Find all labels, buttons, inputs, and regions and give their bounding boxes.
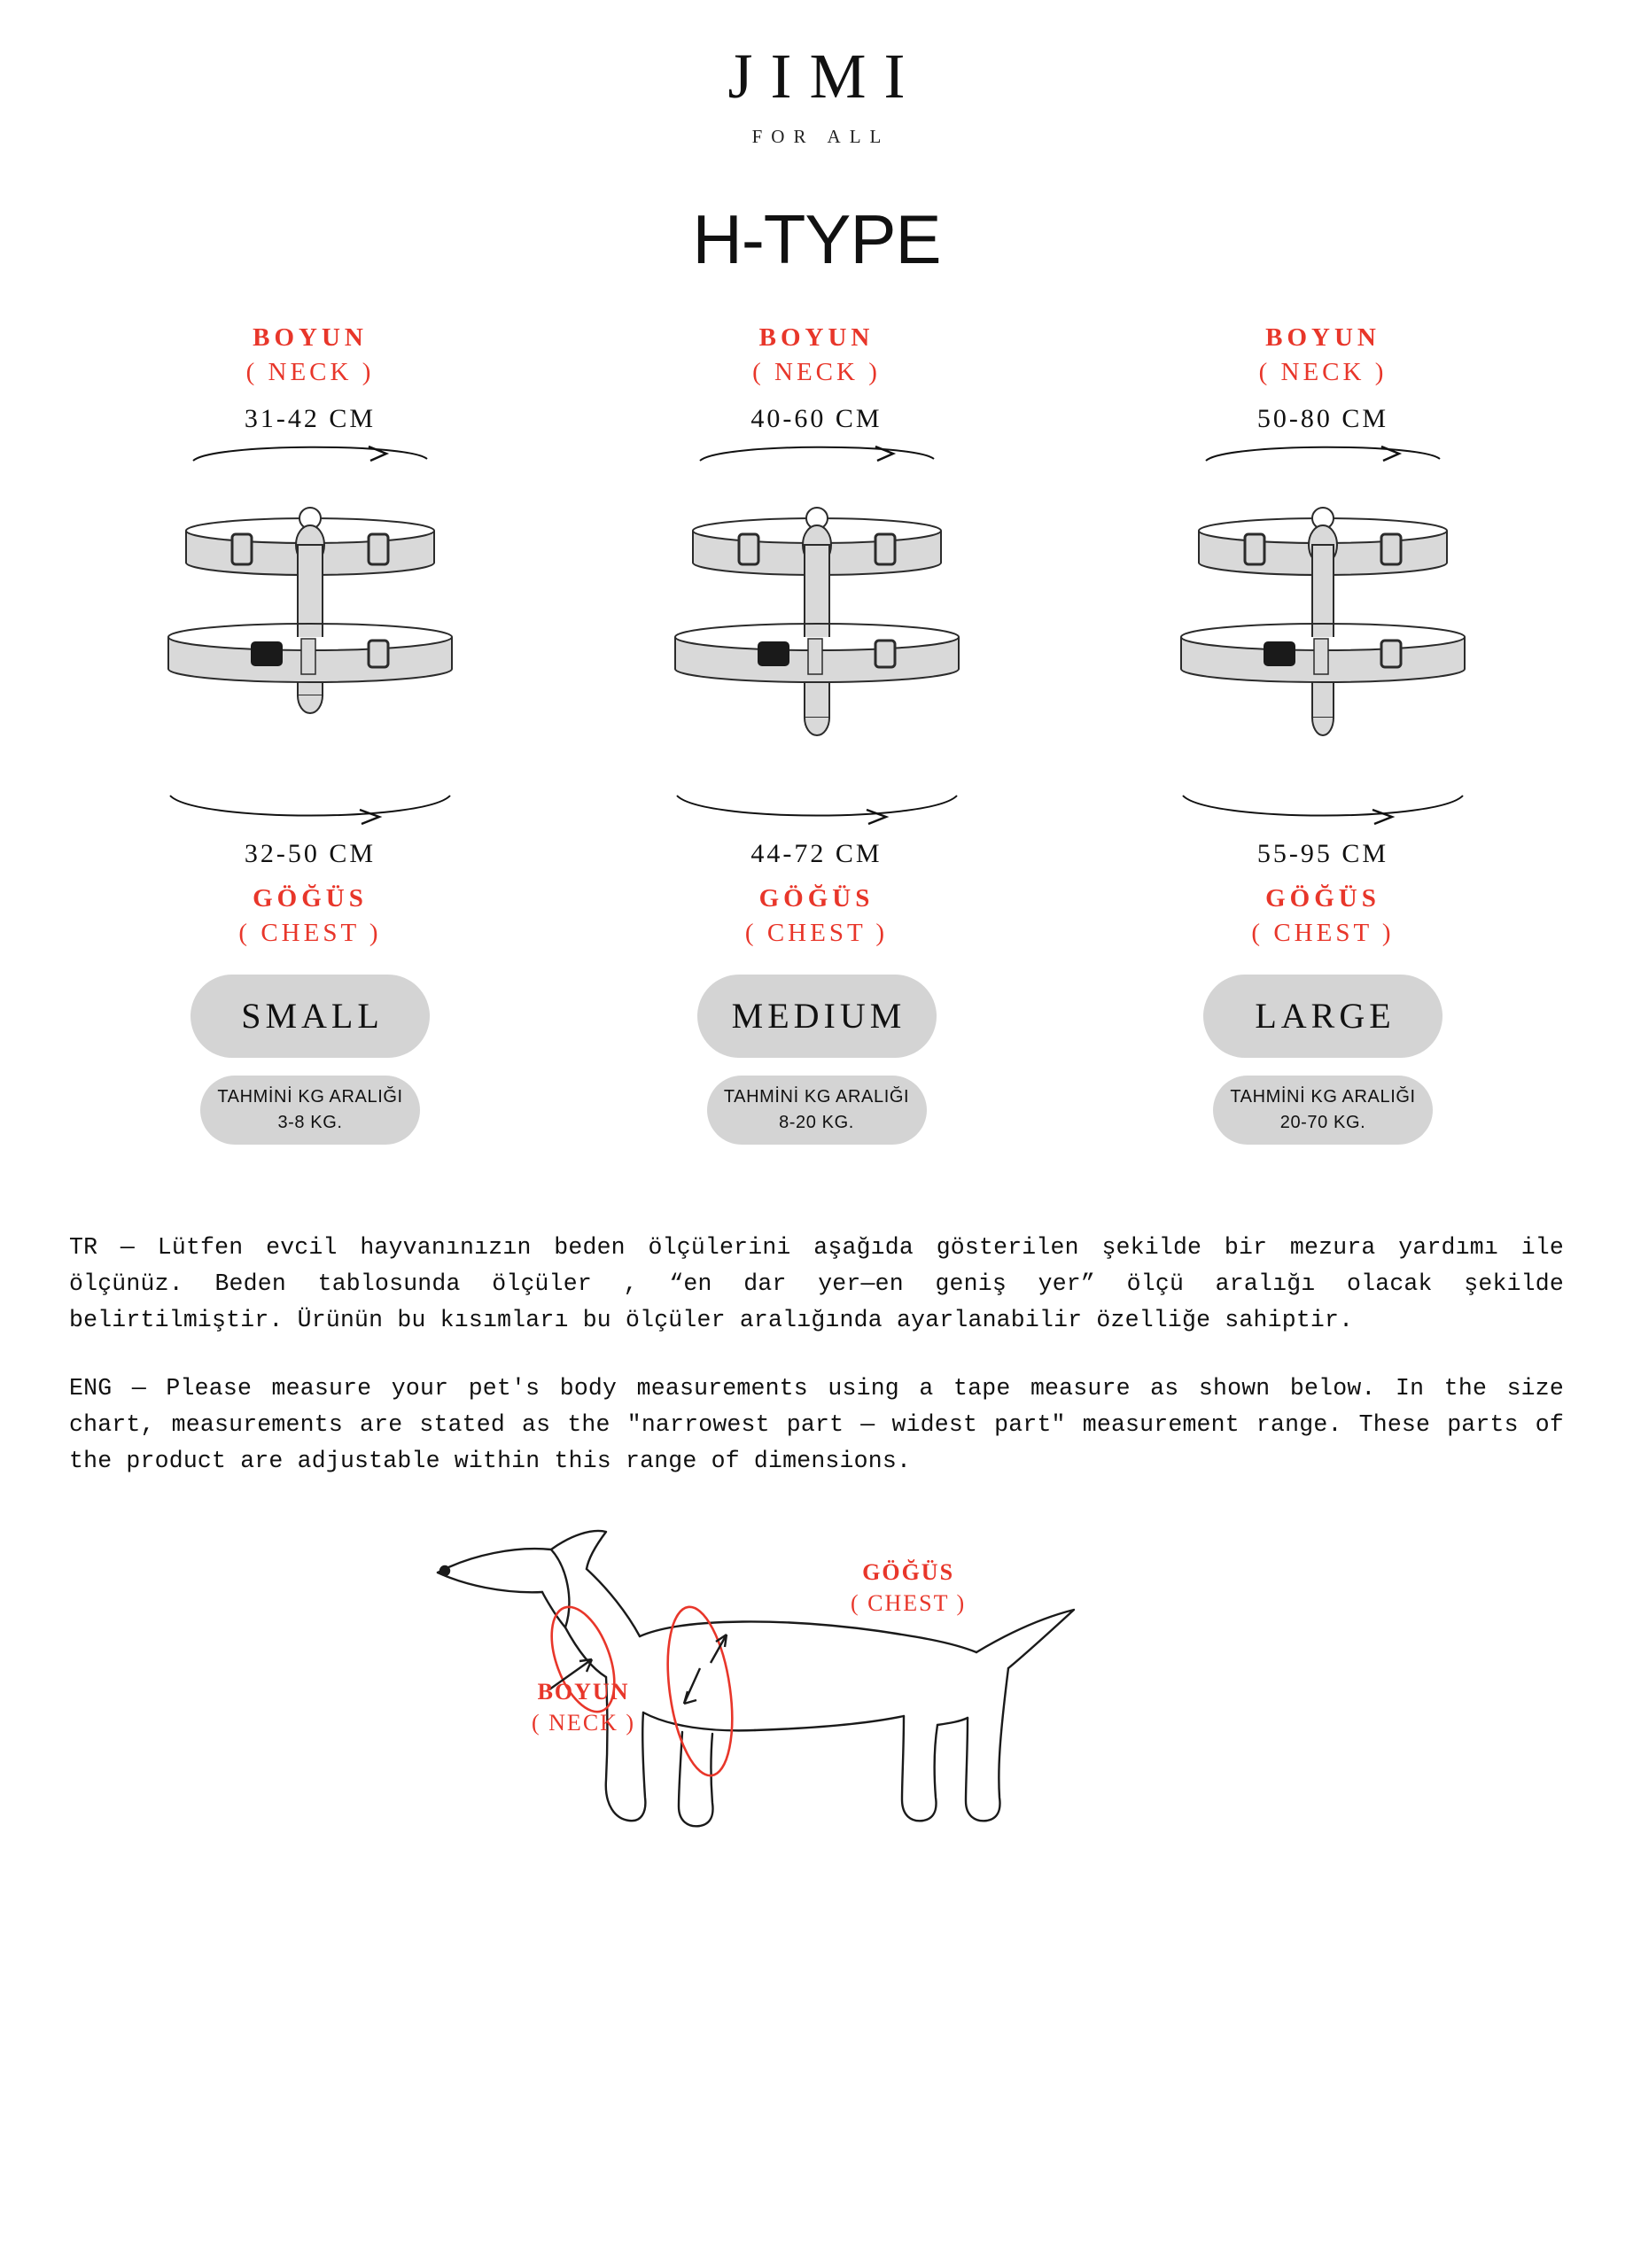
dog-neck-label-sub: ( NECK ) [532, 1710, 636, 1736]
neck-label-large [1259, 321, 1388, 390]
neck-range-small: 31-42 CM [244, 404, 377, 434]
neck-label-small [246, 321, 375, 390]
weight-title: TAHMİNİ KG ARALIĞI [1230, 1086, 1416, 1107]
chest-label-text: GÖĞÜS [1265, 884, 1380, 913]
neck-label-medium [752, 321, 881, 390]
instructions-eng: ENG — Please measure your pet's body measurements using a tape measure as shown below. In the size chart, measurements are stated as the "narrowest part — widest part" measurement range. These parts of the product are adjustable within this range of dimensions. [69, 1375, 1564, 1475]
dog-neck-label-text: BOYUN [537, 1678, 630, 1705]
neck-label-text: BOYUN [253, 323, 368, 352]
neck-range-large: 50-80 CM [1256, 404, 1389, 434]
neck-label-sub: ( NECK ) [1258, 358, 1388, 387]
instructions-tr: TR — Lütfen evcil hayvanınızın beden ölçülerini aşağıda gösterilen şekilde bir mezura yardımı ile ölçünüz. Beden tablosunda ölçüler , “en dar yer—en geniş yer” ölçü aralığı olacak şekilde belirtilmiştir. Ürünün bu kısımları bu ölçüler aralığında ayarlanabilir özelliğe sahiptir. [69, 1234, 1564, 1334]
neck-arrow-icon [177, 439, 443, 483]
weight-range: 3-8 KG. [277, 1112, 343, 1132]
weight-title: TAHMİNİ KG ARALIĞI [723, 1086, 910, 1107]
weight-range: 20-70 KG. [1279, 1112, 1366, 1132]
neck-arrow-icon [684, 439, 950, 483]
chest-label-text: GÖĞÜS [758, 884, 875, 913]
chest-range-medium: 44-72 CM [750, 839, 883, 869]
chest-label-text: GÖĞÜS [253, 884, 368, 913]
size-column-medium [595, 321, 1038, 1145]
chest-label-sub: ( CHEST ) [238, 919, 382, 948]
chest-label-sub: ( CHEST ) [744, 919, 889, 948]
dog-chest-label-text: GÖĞÜS [862, 1558, 955, 1585]
weight-badge-medium [707, 1076, 927, 1145]
size-columns [0, 280, 1633, 1145]
weight-badge-small [200, 1076, 420, 1145]
page-title: H-TYPE [692, 200, 941, 278]
size-column-large [1101, 321, 1544, 1145]
neck-arrow-icon [1190, 439, 1456, 483]
size-badge-large: LARGE [1203, 975, 1442, 1058]
dog-neck-label [532, 1676, 635, 1738]
brand-tagline: FOR ALL [751, 126, 890, 147]
size-badge-medium: MEDIUM [697, 975, 937, 1058]
harness-illustration-medium [666, 485, 968, 781]
chest-label-large [1251, 882, 1394, 951]
chest-arrow-icon [666, 783, 968, 832]
harness-illustration-small [159, 485, 461, 781]
instructions [0, 1145, 1633, 1480]
harness-illustration-large [1172, 485, 1474, 781]
size-badge-small: SMALL [191, 975, 430, 1058]
chest-range-small: 32-50 CM [244, 839, 377, 869]
neck-label-text: BOYUN [1265, 323, 1380, 352]
chest-label-sub: ( CHEST ) [1251, 919, 1395, 948]
weight-range: 8-20 KG. [779, 1112, 854, 1132]
weight-title: TAHMİNİ KG ARALIĞI [217, 1086, 403, 1107]
neck-label-sub: ( NECK ) [245, 358, 375, 387]
dog-measurement-diagram [0, 1503, 1633, 1876]
neck-label-sub: ( NECK ) [752, 358, 881, 387]
weight-badge-large [1213, 1076, 1433, 1145]
neck-label-text: BOYUN [758, 323, 875, 352]
neck-range-medium: 40-60 CM [750, 404, 883, 434]
chest-arrow-icon [159, 783, 461, 832]
size-column-small [89, 321, 532, 1145]
brand-header [0, 0, 1633, 148]
dog-chest-label-sub: ( CHEST ) [851, 1590, 967, 1617]
brand-name: JIMI [727, 41, 923, 112]
chest-arrow-icon [1172, 783, 1474, 832]
chest-range-large: 55-95 CM [1256, 839, 1389, 869]
chest-label-small [238, 882, 381, 951]
dog-chest-label [851, 1557, 966, 1619]
chest-label-medium [745, 882, 888, 951]
